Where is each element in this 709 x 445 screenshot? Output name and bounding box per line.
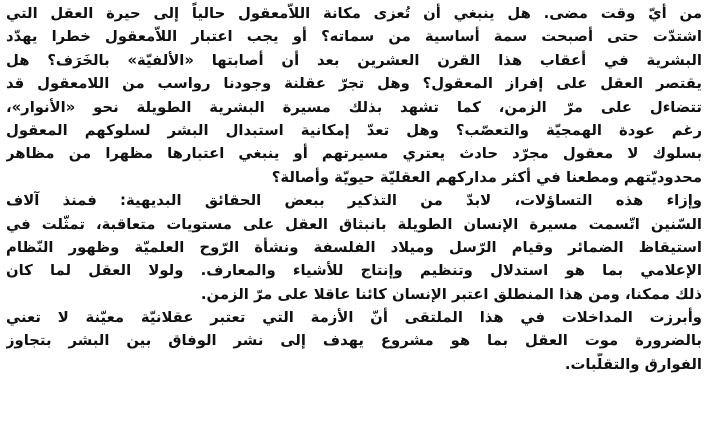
text-line: وأبرزت المداخلات في هذا الملتقى أنّ الأزمة التي تعتبر عقلانيّة معيّنة لا تعني [6, 309, 702, 327]
text-line: ذلك ممكنا، ومن هذا المنطلق اعتبر الإنسان كائنا عاقلا على مرّ الزمن. [200, 285, 702, 303]
text-line: يقتصر العقل على إفراز المعقول؟ وهل تجرّ عقلنة وجودنا رواسب من اللامعقول قد [6, 75, 702, 93]
text-line: الإعلامي بما هو استدلال وتنظيم وإنتاج للأشياء والمعارف. ولولا العقل لما كان [6, 262, 702, 280]
text-line: السّنين اتّسمت مسيرة الإنسان الطويلة بانبثاق العقل على مستويات متعاقبة، تمثّلت في [6, 215, 702, 233]
paragraph-2 [6, 189, 702, 306]
text-line: من أيّ وقت مضى. هل ينبغي أن تُعزى مكانة اللاّمعقول حالياً إلى حيرة العقل التي [6, 5, 702, 22]
text-line: وإزاء هذه التساؤلات، لابدّ من التذكير ببعض الحقائق البديهية: فمنذ آلاف [6, 192, 702, 210]
text-line: اشتدّت حتى أصبحت سمة أساسية من سماته؟ أو يجب اعتبار اللاّمعقول خطرا يهدّد [6, 28, 702, 46]
text-line: بسلوك لا معقول مجرّد حادث يعتري مسيرتهم أو ينبغي اعتبارها مظهرا من مظاهر [6, 145, 702, 163]
text-line: البشرية في أعقاب هذا القرن العشرين بعد أن أصابتها «الألفيّة» بالخَرَف؟ هل [6, 51, 702, 69]
text-line: تتضاءل على مرّ الزمن، كما تشهد بذلك مسيرة البشرية الطويلة نحو «الأنوار»، [6, 98, 702, 116]
paragraph-1 [6, 2, 702, 189]
paragraph-3 [6, 306, 702, 376]
text-line: الفوارق والتقلّبات. [564, 355, 702, 373]
text-line: بالضرورة موت العقل بما هو مشروع يهدف إلى نشر الوفاق بين البشر بتجاوز [6, 332, 702, 350]
text-line: محدوديّتهم ومطعنا في أكثر مداركهم العقليّة حيويّة وأصالة؟ [271, 168, 702, 186]
text-line: استيقاظ الضمائر وقيام الرّسل وميلاد الفلسفة ونشأة الرّوح العلميّة وظهور النّظام [6, 238, 702, 256]
text-line: رغم عودة الهمجيّة والتعصّب؟ وهل تعدّ إمكانية استبدال البشر لسلوكهم المعقول [6, 121, 702, 139]
